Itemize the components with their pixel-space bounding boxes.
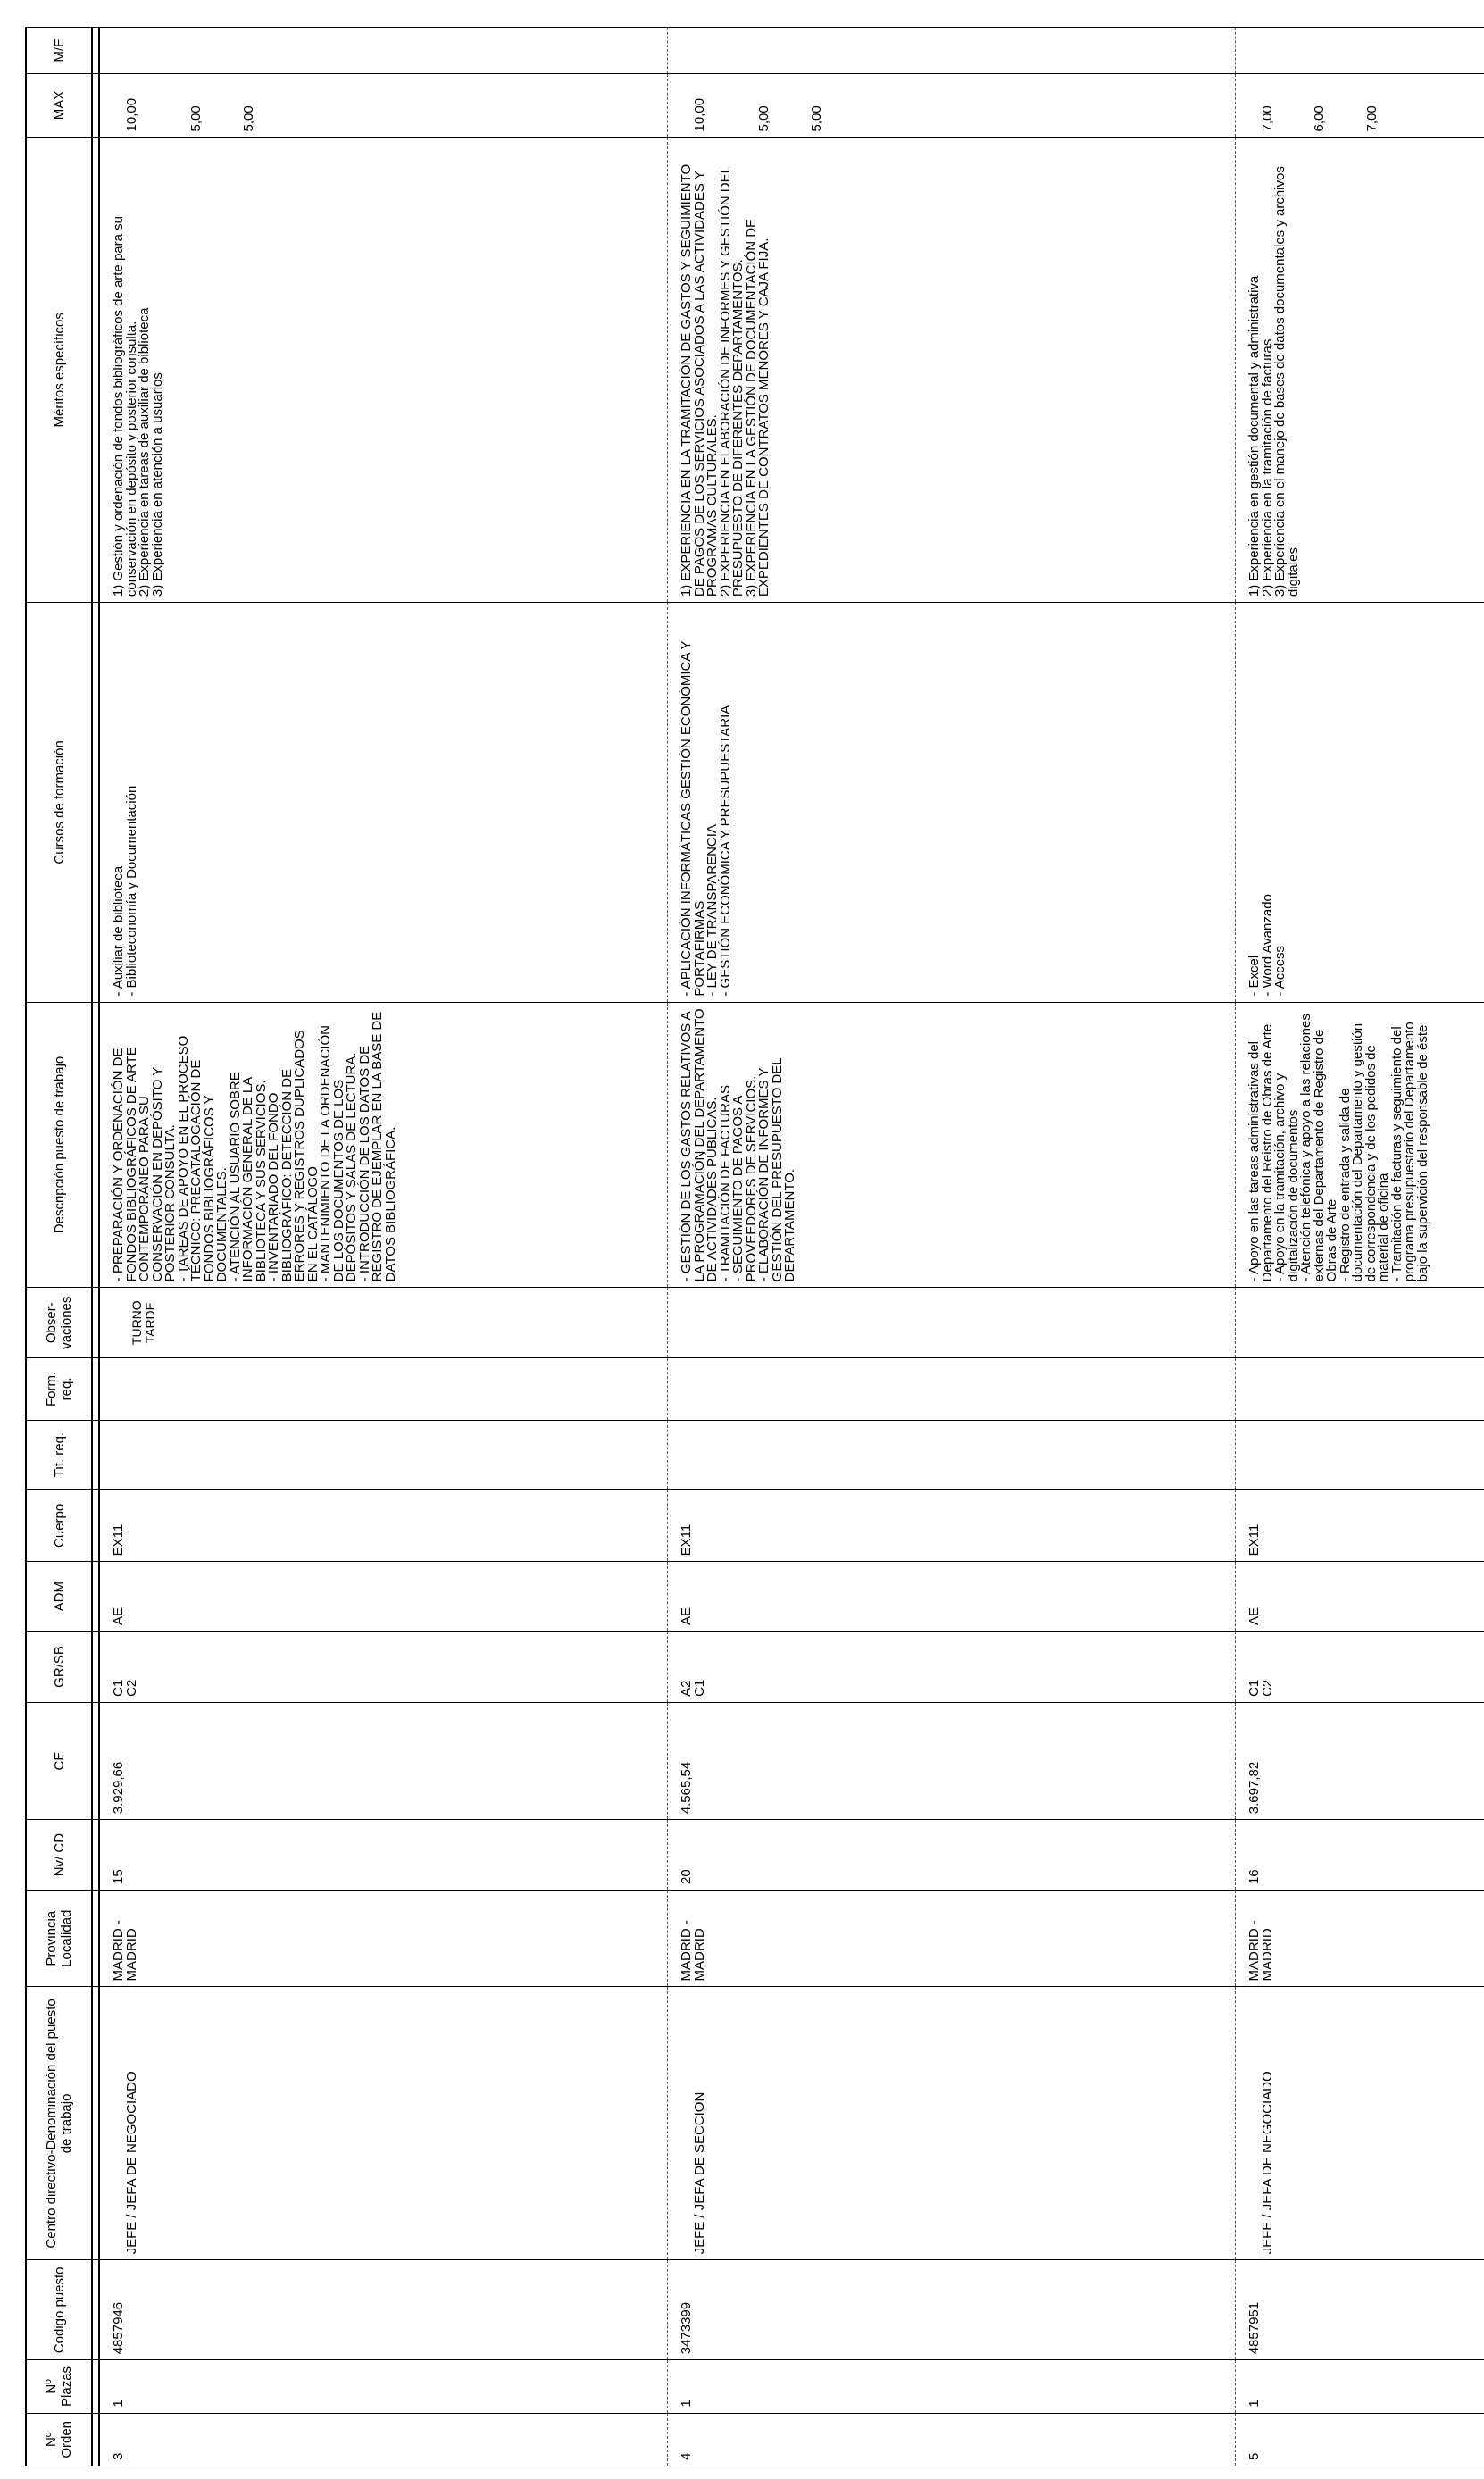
meritos-cell: 1) Experiencia en gestión documental y administrativa 2) Experiencia en la tramitación de facturas 3) Experiencia en el manejo de bases de datos documentales y archivos digitales xyxy=(1236,138,1484,603)
plazas-cell: 1 xyxy=(1236,2360,1484,2413)
plazas-cell: 1 xyxy=(99,2360,668,2413)
meritos-cell: 1) EXPERIENCIA EN LA TRAMITACIÓN DE GASTOS Y SEGUIMIENTO DE PAGOS DE LOS SERVICIOS ASOCIADOS A LAS ACTIVIDADES Y PROGRAMAS CULTURALES. 2) EXPERIENCIA EN ELABORACIÓN DE INFORMES Y GESTIÓN DEL PRESUPUESTO DE DIFERENTES DEPARTAMENTOS. 3) EXPERIENCIA EN LA GESTIÓN DE DOCUMENTACIÓN DE EXPEDIENTES DE CONTRATOS MENORES Y CAJA FIJA. xyxy=(668,138,1236,603)
table-row xyxy=(668,28,1236,2466)
header-codigo: Codigo puesto xyxy=(26,2260,92,2360)
grupo-cell: C1 C2 xyxy=(1236,1632,1484,1703)
header-provincia: Provincia Localidad xyxy=(26,1890,92,1986)
observaciones-cell xyxy=(1236,1288,1484,1358)
adm-cell: AE xyxy=(99,1562,668,1632)
provincia-cell: MADRID - MADRID xyxy=(99,1890,668,1986)
orden-cell: 3 xyxy=(99,2413,668,2466)
max-value: 7,00 xyxy=(1259,105,1275,132)
max-value: 5,00 xyxy=(240,105,256,132)
header-grupo: GR/SB xyxy=(26,1632,92,1703)
form-cell xyxy=(668,1358,1236,1421)
codigo-cell: 4857951 xyxy=(1236,2260,1484,2360)
header-centro: Centro directivo-Denominación del puesto de trabajo xyxy=(26,1987,92,2260)
form-cell xyxy=(1236,1358,1484,1421)
max-value: 5,00 xyxy=(756,105,771,132)
orden-cell: 5 xyxy=(1236,2413,1484,2466)
me-cell xyxy=(668,28,1236,74)
header-nivel: Nv/ CD xyxy=(26,1820,92,1891)
max-value: 10,00 xyxy=(691,97,707,132)
nivel-cell: 16 xyxy=(1236,1820,1484,1891)
header-plazas: Nº Plazas xyxy=(26,2360,92,2413)
descripcion-cell: - Apoyo en las tareas administrativas del Departamento del Reistro de Obras de Arte - Apoyo en la tramitación, archivo y digitalización de documentos - Atención telefónica y apoyo a las relaciones externas del Departamento de Registro de Obras de Arte - Registro de entrada y salida de documentación del Departamento y gestión de correspondencia y de los pedidos de material de oficina - Tramitación de facturas y seguimiento del programa presupuestario del Departamento bajo la supervición del responsable de éste xyxy=(1236,1002,1484,1288)
tit-cell xyxy=(1236,1420,1484,1490)
provincia-cell: MADRID - MADRID xyxy=(1236,1890,1484,1986)
spacer-row xyxy=(92,28,99,2466)
centro-cell xyxy=(1236,1987,1484,2260)
grupo-cell: A2 C1 xyxy=(668,1632,1236,1703)
header-max: MAX xyxy=(26,73,92,138)
centro-cell xyxy=(668,1987,1236,2260)
centro-cell xyxy=(99,1987,668,2260)
ce-cell: 3.697,82 xyxy=(1236,1702,1484,1819)
max-value: 7,00 xyxy=(1363,105,1380,132)
cuerpo-cell: EX11 xyxy=(668,1490,1236,1562)
ce-cell: 3.929,66 xyxy=(99,1702,668,1819)
cursos-cell: - APLICACIÓN INFORMÁTICAS GESTIÓN ECONÓMICA Y PORTAFIRMAS - LEY DE TRANSPARENCIA - GESTIÓN ECONÓMICA Y PRESUPUESTARIA xyxy=(668,603,1236,1003)
adm-cell: AE xyxy=(1236,1562,1484,1632)
centro-text: JEFE / JEFA DE SECCION xyxy=(691,2091,707,2255)
centro-text: JEFE / JEFA DE NEGOCIADO xyxy=(1259,2071,1275,2255)
header-ce: CE xyxy=(26,1702,92,1819)
cuerpo-cell: EX11 xyxy=(99,1490,668,1562)
me-cell xyxy=(1236,28,1484,74)
header-cursos: Cursos de formación xyxy=(26,603,92,1003)
adm-cell: AE xyxy=(668,1562,1236,1632)
max-value: 5,00 xyxy=(188,105,204,132)
grupo-cell: C1 C2 xyxy=(99,1632,668,1703)
max-value: 5,00 xyxy=(808,105,824,132)
cursos-cell: - Excel - Word Avanzado - Access xyxy=(1236,603,1484,1003)
ce-cell: 4.565,54 xyxy=(668,1702,1236,1819)
descripcion-cell: - GESTIÓN DE LOS GASTOS RELATIVOS A LA PROGRAMACIÓN DEL DEPARTAMENTO DE ACTIVIDADES PÚBLICAS. - TRAMITACIÓN DE FACTURAS - SEGUIMIENTO DE PAGOS A PROVEEDORES DE SERVICIOS. - ELABORACIÓN DE INFORMES Y GESTIÓN DEL PRESUPUESTO DEL DEPARTAMENTO. xyxy=(668,1002,1236,1288)
observaciones-cell xyxy=(668,1288,1236,1358)
meritos-cell: 1) Gestión y ordenación de fondos bibliográficos de arte para su conservación en depósito y posterior consulta. 2) Experiencia en tareas de auxiliar de biblioteca 3) Experiencia en atención a usuarios xyxy=(99,138,668,603)
centro-text: JEFE / JEFA DE NEGOCIADO xyxy=(123,2071,139,2255)
observaciones-cell: TURNO TARDE xyxy=(99,1288,668,1358)
header-form: Form. req. xyxy=(26,1358,92,1421)
tit-cell xyxy=(99,1420,668,1490)
plazas-cell: 1 xyxy=(668,2360,1236,2413)
cursos-cell: - Auxiliar de biblioteca - Biblioteconomía y Documentación xyxy=(99,603,668,1003)
max-value: 10,00 xyxy=(123,97,139,132)
header-meritos: Méritos específicos xyxy=(26,138,92,603)
job-positions-table xyxy=(25,27,1484,2466)
header-tit: Tit. req. xyxy=(26,1420,92,1490)
header-orden: Nº Orden xyxy=(26,2413,92,2466)
orden-cell: 4 xyxy=(668,2413,1236,2466)
codigo-cell: 4857946 xyxy=(99,2260,668,2360)
header-me: M/E xyxy=(26,28,92,74)
form-cell xyxy=(99,1358,668,1421)
max-cell xyxy=(1236,73,1484,138)
header-adm: ADM xyxy=(26,1562,92,1632)
codigo-cell: 3473399 xyxy=(668,2260,1236,2360)
header-row xyxy=(26,28,92,2466)
max-cell xyxy=(99,73,668,138)
nivel-cell: 15 xyxy=(99,1820,668,1891)
tit-cell xyxy=(668,1420,1236,1490)
header-observaciones: Obser-vaciones xyxy=(26,1288,92,1358)
max-cell xyxy=(668,73,1236,138)
provincia-cell: MADRID - MADRID xyxy=(668,1890,1236,1986)
header-cuerpo: Cuerpo xyxy=(26,1490,92,1562)
header-descripcion: Descripción puesto de trabajo xyxy=(26,1002,92,1288)
descripcion-cell: - PREPARACIÓN Y ORDENACIÓN DE FONDOS BIBLIOGRÁFICOS DE ARTE CONTEMPORÁNEO PARA SU CONSERVACIÓN EN DEPÓSITO Y POSTERIOR CONSULTA. - TAREAS DE APOYO EN EL PROCESO TÉCNICO: PRECATALOGACIÓN DE FONDOS BIBLIOGRÁFICOS Y DOCUMENTALES. - ATENCIÓN AL USUARIO SOBRE INFORMACIÓN GENERAL DE LA BIBLIOTECA Y SUS SERVICIOS. - INVENTARIADO DEL FONDO BIBLIOGRÁFICO: DETECCIÓN DE ERRORES Y REGISTROS DUPLICADOS EN EL CATÁLOGO - MANTENIMIENTO DE LA ORDENACIÓN DE LOS DOCUMENTOS DE LOS DEPÓSITOS Y SALAS DE LECTURA. - INTRODUCCIÓN DE LOS DATOS DE REGISTRO DE EJEMPLAR EN LA BASE DE DATOS BIBLIOGRÁFICA. xyxy=(99,1002,668,1288)
me-cell xyxy=(99,28,668,74)
cuerpo-cell: EX11 xyxy=(1236,1490,1484,1562)
nivel-cell: 20 xyxy=(668,1820,1236,1891)
table-row xyxy=(1236,28,1484,2466)
table-row xyxy=(99,28,668,2466)
max-value: 6,00 xyxy=(1312,105,1327,132)
